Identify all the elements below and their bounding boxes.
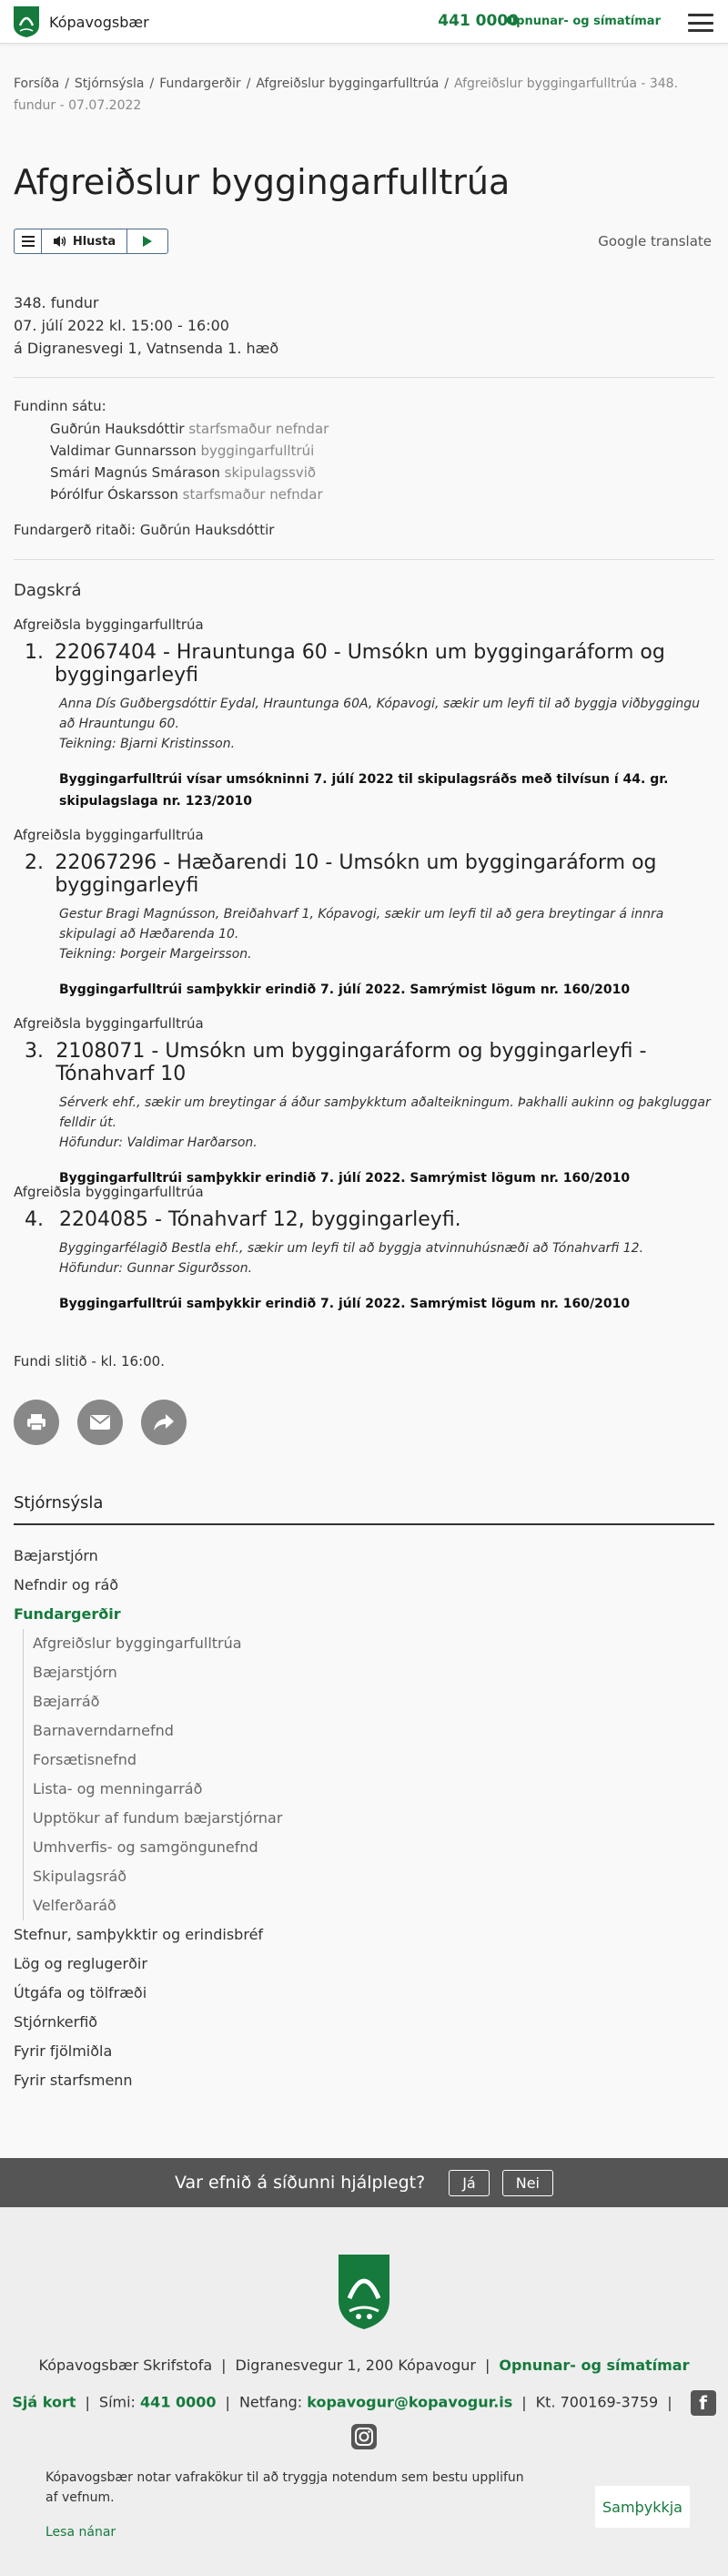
print-button[interactable] <box>14 1400 59 1445</box>
item-author: Höfundur: Valdimar Harðarson. <box>59 1135 258 1150</box>
nav-item-nefndir[interactable]: Nefndir og ráð <box>14 1576 119 1593</box>
meeting-datetime: 07. júlí 2022 kl. 15:00 - 16:00 <box>14 317 229 334</box>
header-hours-link[interactable]: Opnunar- og símatímar <box>506 15 661 28</box>
menu-lines-icon <box>22 236 35 247</box>
menu-icon[interactable] <box>688 14 713 32</box>
page-title: Afgreiðslur byggingarfulltrúa <box>14 162 511 202</box>
feedback-question: Var efnið á síðunni hjálplegt? <box>175 2173 426 2193</box>
nav-sub-item[interactable]: Bæjarstjórn <box>33 1664 117 1681</box>
kopavogur-shield-icon <box>337 2253 391 2331</box>
print-icon <box>26 1413 46 1431</box>
item-number: 3. <box>25 1040 44 1063</box>
item-result: Byggingarfulltrúi samþykkir erindið 7. júlí 2022. Samrýmist lögum nr. 160/2010 <box>59 983 631 997</box>
agenda-item <box>14 616 714 812</box>
nav-item[interactable]: Útgáfa og tölfræði <box>14 1984 147 2001</box>
item-author: Höfundur: Gunnar Sigurðsson. <box>59 1261 253 1276</box>
agenda-item <box>14 827 714 1001</box>
footer-map-link[interactable]: Sjá kort <box>12 2393 76 2411</box>
feedback-bar <box>0 2158 728 2207</box>
listen-label: Hlusta <box>72 234 116 249</box>
kopavogur-shield-icon <box>13 5 40 38</box>
logo-text: Kópavogsbær <box>49 13 149 31</box>
item-title: 2204085 - Tónahvarf 12, byggingarleyfi. <box>59 1208 461 1231</box>
meeting-location: á Digranesvegi 1, Vatnsenda 1. hæð <box>14 340 279 357</box>
footer-phone-label: Sími: <box>98 2393 136 2411</box>
breadcrumb-fundargerdir[interactable]: Fundargerðir <box>159 76 241 91</box>
item-category: Afgreiðsla byggingarfulltrúa <box>14 827 204 843</box>
play-button[interactable] <box>127 229 167 253</box>
item-result: Byggingarfulltrúi samþykkir erindið 7. júlí 2022. Samrýmist lögum nr. 160/2010 <box>59 1171 631 1186</box>
item-category: Afgreiðsla byggingarfulltrúa <box>14 1015 204 1032</box>
footer-phone-link[interactable]: 441 0000 <box>140 2393 217 2411</box>
nav-item[interactable]: Fyrir starfsmenn <box>14 2072 133 2089</box>
section-nav-divider <box>14 1523 714 1525</box>
feedback-yes-button[interactable]: Já <box>449 2170 490 2196</box>
nav-sub-item[interactable]: Bæjarráð <box>33 1693 100 1710</box>
divider <box>14 377 714 378</box>
logo-link[interactable] <box>13 5 149 38</box>
instagram-icon[interactable] <box>351 2424 377 2449</box>
item-title: 2108071 - Umsókn um byggingaráform og byggingarleyfi - Tónahvarf 10 <box>56 1040 647 1085</box>
facebook-icon[interactable]: f <box>691 2390 716 2416</box>
nav-item[interactable]: Fyrir fjölmiðla <box>14 2042 113 2060</box>
email-button[interactable] <box>77 1400 123 1445</box>
item-number: 2. <box>25 851 44 874</box>
cookie-notice: Kópavogsbær notar vafrakökur til að tryggja notendum sem bestu upplifun af vefnum. <box>46 2470 524 2505</box>
meeting-number: 348. fundur <box>14 294 99 311</box>
nav-item[interactable]: Stjórnkerfið <box>14 2013 98 2031</box>
section-nav-title: Stjórnsýsla <box>14 1493 104 1512</box>
nav-item[interactable]: Lög og reglugerðir <box>14 1955 147 1972</box>
nav-sub-item[interactable]: Upptökur af fundum bæjarstjórnar <box>33 1809 283 1827</box>
attendee: Guðrún Hauksdóttir starfsmaður nefndar <box>50 421 329 437</box>
item-title: 22067404 - Hrauntunga 60 - Umsókn um byggingaráform og byggingarleyfi <box>54 641 665 687</box>
nav-sub-list <box>23 1629 714 1920</box>
agenda-item <box>14 1015 714 1189</box>
share-button[interactable] <box>141 1400 187 1445</box>
section-nav <box>14 1542 714 2095</box>
nav-sub-item[interactable]: Velferðaráð <box>33 1897 116 1914</box>
footer-kt: Kt. 700169-3759 <box>535 2393 659 2411</box>
meeting-info <box>14 291 278 360</box>
nav-sub-item[interactable]: Umhverfis- og samgöngunefnd <box>33 1838 258 1856</box>
top-header <box>0 0 728 44</box>
breadcrumb: Forsíða / Stjórnsýsla / Fundargerðir / Afgreiðslur byggingarfulltrúa / Afgreiðslur byggingarfulltrúa - 348. fundur - 07.07.2022 <box>14 76 679 113</box>
nav-sub-item[interactable]: Forsætisnefnd <box>33 1751 137 1768</box>
item-description: Gestur Bragi Magnússon, Breiðahvarf 1, Kópavogi, sækir um leyfi til að gera breytingar á innra skipulagi að Hæðarenda 10. <box>59 907 664 942</box>
nav-item-baejarstjorn[interactable]: Bæjarstjórn <box>14 1547 98 1564</box>
agenda-title: Dagskrá <box>14 581 82 600</box>
footer-email-label: Netfang: <box>238 2393 303 2411</box>
item-result: Byggingarfulltrúi vísar umsókninni 7. júlí 2022 til skipulagsráðs með tilvísun í 44. gr. skipulagslaga nr. 123/2010 <box>59 772 669 809</box>
google-translate-link[interactable]: Google translate <box>598 233 712 249</box>
footer-office: Kópavogsbær Skrifstofa <box>38 2357 213 2374</box>
item-result: Byggingarfulltrúi samþykkir erindið 7. júlí 2022. Samrýmist lögum nr. 160/2010 <box>59 1297 631 1311</box>
item-category: Afgreiðsla byggingarfulltrúa <box>14 1184 204 1200</box>
item-number: 1. <box>25 641 44 664</box>
share-arrow-icon <box>154 1414 174 1431</box>
listen-menu-button[interactable] <box>15 229 42 253</box>
nav-sub-item[interactable]: Skipulagsráð <box>33 1868 127 1885</box>
listen-button[interactable] <box>42 229 127 253</box>
footer-contact-line: Sjá kort | Sími: 441 0000 | Netfang: kopavogur@kopavogur.is | Kt. 700169-3759 | f <box>0 2390 728 2416</box>
breadcrumb-current: Afgreiðslur byggingarfulltrúa - 348. fundur - 07.07.2022 <box>14 76 679 113</box>
item-description: Anna Dís Guðbergsdóttir Eydal, Hrauntunga 60A, Kópavogi, sækir um leyfi til að byggja viðbyggingu að Hrauntungu 60. <box>59 697 701 731</box>
breadcrumb-stjornsysla[interactable]: Stjórnsýsla <box>74 76 145 91</box>
nav-item-fundargerdir[interactable]: Fundargerðir <box>14 1605 121 1623</box>
nav-item[interactable]: Stefnur, samþykktir og erindisbréf <box>14 1926 264 1943</box>
header-phone-link[interactable]: 441 0000 <box>438 12 519 30</box>
attendee: Þórólfur Óskarsson starfsmaður nefndar <box>50 486 323 503</box>
footer-address: Digranesvegur 1, 200 Kópavogur <box>235 2357 476 2374</box>
play-icon <box>143 236 152 247</box>
attendees-list <box>50 418 329 505</box>
attendees-title: Fundinn sátu: <box>14 398 106 414</box>
speaker-icon <box>53 235 67 248</box>
cookie-accept-button[interactable]: Samþykkja <box>595 2486 690 2528</box>
item-description: Sérverk ehf., sækir um breytingar á áður samþykktum aðalteikningum. Þakhalli aukinn og þakgluggar felldir út. <box>59 1095 711 1130</box>
attendee: Smári Magnús Smárason skipulagssvið <box>50 464 317 481</box>
item-author: Teikning: Bjarni Kristinsson. <box>59 737 236 751</box>
item-category: Afgreiðsla byggingarfulltrúa <box>14 616 204 633</box>
item-description: Byggingarfélagið Bestla ehf., sækir um leyfi til að byggja atvinnuhúsnæði að Tónahvarfi 12. <box>59 1241 644 1256</box>
envelope-icon <box>90 1415 110 1430</box>
item-author: Teikning: Þorgeir Margeirsson. <box>59 947 252 962</box>
agenda-item <box>14 1184 714 1315</box>
attendee: Valdimar Gunnarsson byggingarfulltrúi <box>50 443 315 459</box>
listen-toolbar <box>14 229 168 254</box>
nav-sub-item[interactable]: Barnaverndarnefnd <box>33 1722 174 1739</box>
nav-sub-item[interactable]: Lista- og menningarráð <box>33 1780 203 1797</box>
nav-sub-item[interactable]: Afgreiðslur byggingarfulltrúa <box>33 1634 242 1652</box>
item-number: 4. <box>25 1208 44 1231</box>
meeting-adjourned: Fundi slitið - kl. 16:00. <box>14 1353 165 1369</box>
secretary: Fundargerð ritaði: Guðrún Hauksdóttir <box>14 522 275 538</box>
footer-email-link[interactable]: kopavogur@kopavogur.is <box>307 2393 513 2411</box>
footer-address-line: Kópavogsbær Skrifstofa | Digranesvegur 1, 200 Kópavogur | Opnunar- og símatímar <box>38 2357 690 2374</box>
breadcrumb-afgreidslur[interactable]: Afgreiðslur byggingarfulltrúa <box>256 76 440 91</box>
feedback-no-button[interactable]: Nei <box>502 2170 553 2196</box>
breadcrumb-home[interactable]: Forsíða <box>14 76 60 91</box>
footer-hours-link[interactable]: Opnunar- og símatímar <box>499 2357 690 2374</box>
divider <box>14 559 714 560</box>
item-title: 22067296 - Hæðarendi 10 - Umsókn um byggingaráform og byggingarleyfi <box>55 851 657 897</box>
cookie-read-more-link[interactable]: Lesa nánar <box>46 2525 116 2540</box>
